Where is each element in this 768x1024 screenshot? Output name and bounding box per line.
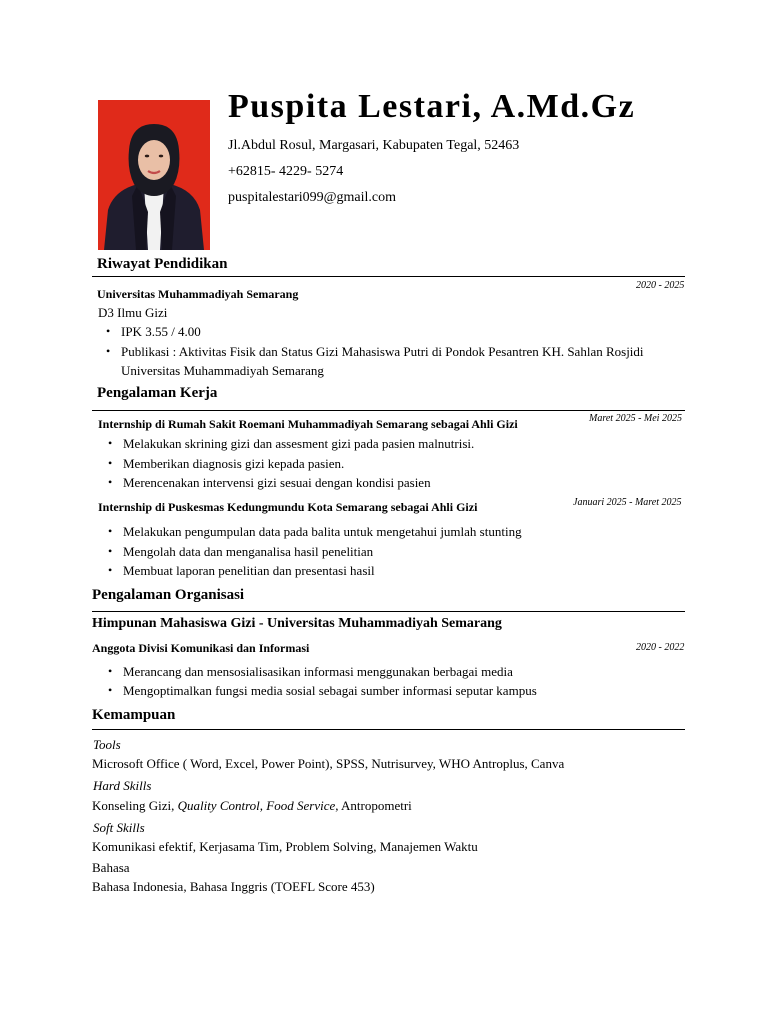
education-divider	[92, 276, 685, 277]
skills-tools-label: Tools	[93, 737, 121, 752]
profile-photo	[98, 100, 210, 250]
skills-hard-value-part-1: Konseling Gizi,	[92, 798, 178, 813]
email-link[interactable]: puspitalestari099@gmail.com	[228, 190, 397, 205]
job-2-date: Januari 2025 - Maret 2025	[573, 497, 682, 508]
skills-hard-label: Hard Skills	[93, 778, 152, 793]
skills-divider	[92, 729, 685, 730]
education-program: D3 Ilmu Gizi	[98, 305, 168, 320]
organization-role: Anggota Divisi Komunikasi dan Informasi	[92, 641, 310, 655]
candidate-name: Puspita Lestari, A.Md.Gz	[228, 88, 636, 125]
education-heading: Riwayat Pendidikan	[97, 256, 228, 272]
education-publication-continued: Universitas Muhammadiyah Semarang	[121, 363, 324, 378]
skills-language-label: Bahasa	[92, 860, 130, 875]
job-2-role: Internship di Puskesmas Kedungmundu Kota Semarang sebagai Ahli Gizi	[98, 500, 478, 514]
organization-heading: Pengalaman Organisasi	[92, 587, 245, 603]
job-1-date: Maret 2025 - Mei 2025	[589, 413, 682, 424]
organization-bullet-1: • Merancang dan mensosialisasikan informasi menggunakan berbagai media	[123, 664, 513, 680]
skills-hard-value-part-2: Quality Control, Food Service	[177, 798, 336, 813]
skills-language-value: Bahasa Indonesia, Bahasa Inggris (TOEFL Score 453)	[92, 879, 375, 894]
job-1-bullet-2: • Memberikan diagnosis gizi kepada pasien.	[123, 456, 344, 472]
skills-soft-value: Komunikasi efektif, Kerjasama Tim, Problem Solving, Manajemen Waktu	[92, 839, 478, 854]
skills-soft-label: Soft Skills	[93, 820, 145, 835]
phone-text: +62815- 4229- 5274	[228, 164, 344, 179]
education-bullet-gpa: • IPK 3.55 / 4.00	[121, 324, 201, 340]
job-1-bullet-1: • Melakukan skrining gizi dan assesment gizi pada pasien malnutrisi.	[123, 436, 474, 452]
job-2-bullet-2: • Mengolah data dan menganalisa hasil penelitian	[123, 544, 373, 560]
job-2-bullet-1: • Melakukan pengumpulan data pada balita untuk mengetahui jumlah stunting	[123, 524, 522, 540]
organization-divider	[92, 611, 685, 612]
work-divider	[92, 410, 685, 411]
organization-bullet-2: • Mengoptimalkan fungsi media sosial sebagai sumber informasi seputar kampus	[123, 683, 537, 699]
job-1-bullet-3: • Merencenakan intervensi gizi sesuai dengan kondisi pasien	[123, 475, 431, 491]
education-bullet-publication: • Publikasi : Aktivitas Fisik dan Status Gizi Mahasiswa Putri di Pondok Pesantren KH. Sahlan Rosjidi	[121, 344, 644, 360]
education-date: 2020 - 2025	[636, 280, 685, 291]
job-2-bullet-3: • Membuat laporan penelitian dan presentasi hasil	[123, 563, 375, 579]
profile-photo-image	[98, 100, 210, 250]
work-heading: Pengalaman Kerja	[97, 385, 218, 401]
education-school: Universitas Muhammadiyah Semarang	[97, 287, 299, 301]
job-1-role: Internship di Rumah Sakit Roemani Muhammadiyah Semarang sebagai Ahli Gizi	[98, 417, 518, 431]
skills-heading: Kemampuan	[92, 707, 176, 723]
organization-date: 2020 - 2022	[636, 642, 685, 653]
skills-hard-value	[92, 798, 412, 814]
organization-name: Himpunan Mahasiswa Gizi - Universitas Muhammadiyah Semarang	[92, 616, 502, 631]
address-text: Jl.Abdul Rosul, Margasari, Kabupaten Tegal, 52463	[228, 138, 520, 153]
skills-hard-value-part-3: , Antropometri	[335, 798, 412, 813]
skills-tools-value: Microsoft Office ( Word, Excel, Power Point), SPSS, Nutrisurvey, WHO Antroplus, Canva	[92, 756, 565, 771]
